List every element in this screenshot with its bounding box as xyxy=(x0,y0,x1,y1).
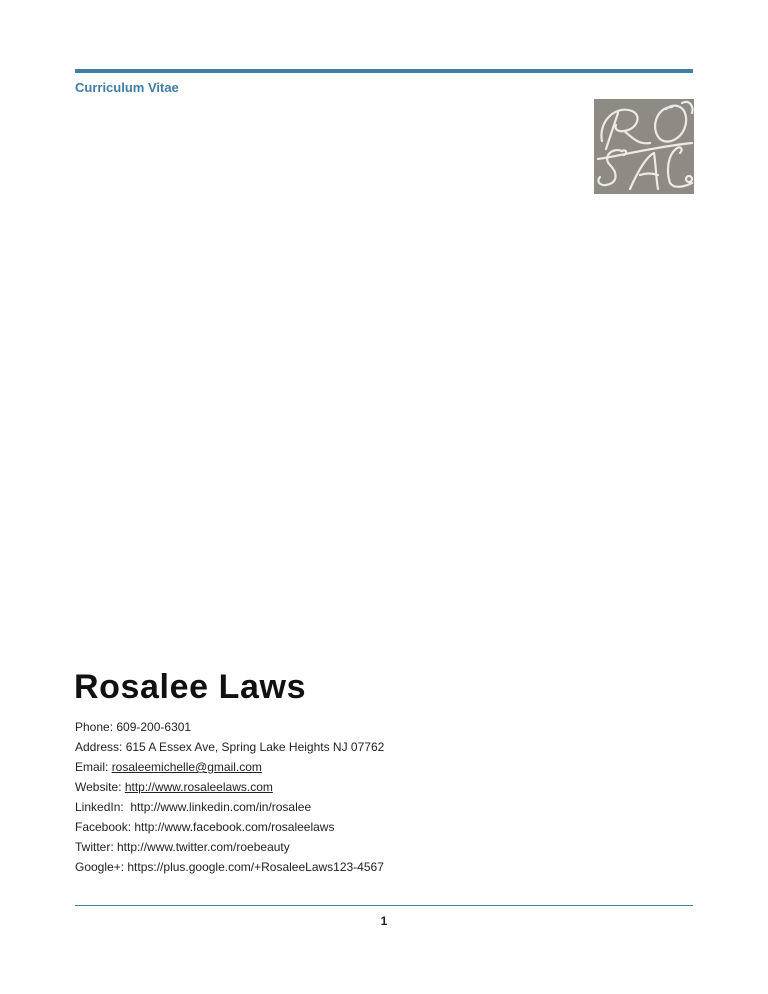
address-line: Address: 615 A Essex Ave, Spring Lake Heights NJ 07762 xyxy=(75,740,385,754)
website-line xyxy=(75,777,675,797)
linkedin-line: LinkedIn: http://www.linkedin.com/in/rosalee xyxy=(75,800,312,814)
email-link[interactable]: rosaleemichelle@gmail.com xyxy=(111,760,262,774)
email-label: Email: xyxy=(75,760,112,774)
footer-rule xyxy=(75,905,693,906)
google-plus-line: Google+: https://plus.google.com/+RosaleeLaws123-4567 xyxy=(75,860,384,874)
candidate-name: Rosalee Laws xyxy=(74,668,307,706)
page-number: 1 xyxy=(380,914,388,928)
email-line xyxy=(75,757,675,777)
facebook-line: Facebook: http://www.facebook.com/rosaleelaws xyxy=(75,820,335,834)
ornate-script-monogram-icon xyxy=(594,99,694,194)
header-rule xyxy=(75,69,693,73)
twitter-line: Twitter: http://www.twitter.com/roebeauty xyxy=(75,840,290,854)
website-label: Website: xyxy=(75,780,125,794)
contact-details xyxy=(75,717,675,877)
website-link[interactable]: http://www.rosaleelaws.com xyxy=(124,780,273,794)
document-label: Curriculum Vitae xyxy=(75,80,179,95)
phone-line: Phone: 609-200-6301 xyxy=(75,720,192,734)
monogram-logo xyxy=(594,99,694,194)
